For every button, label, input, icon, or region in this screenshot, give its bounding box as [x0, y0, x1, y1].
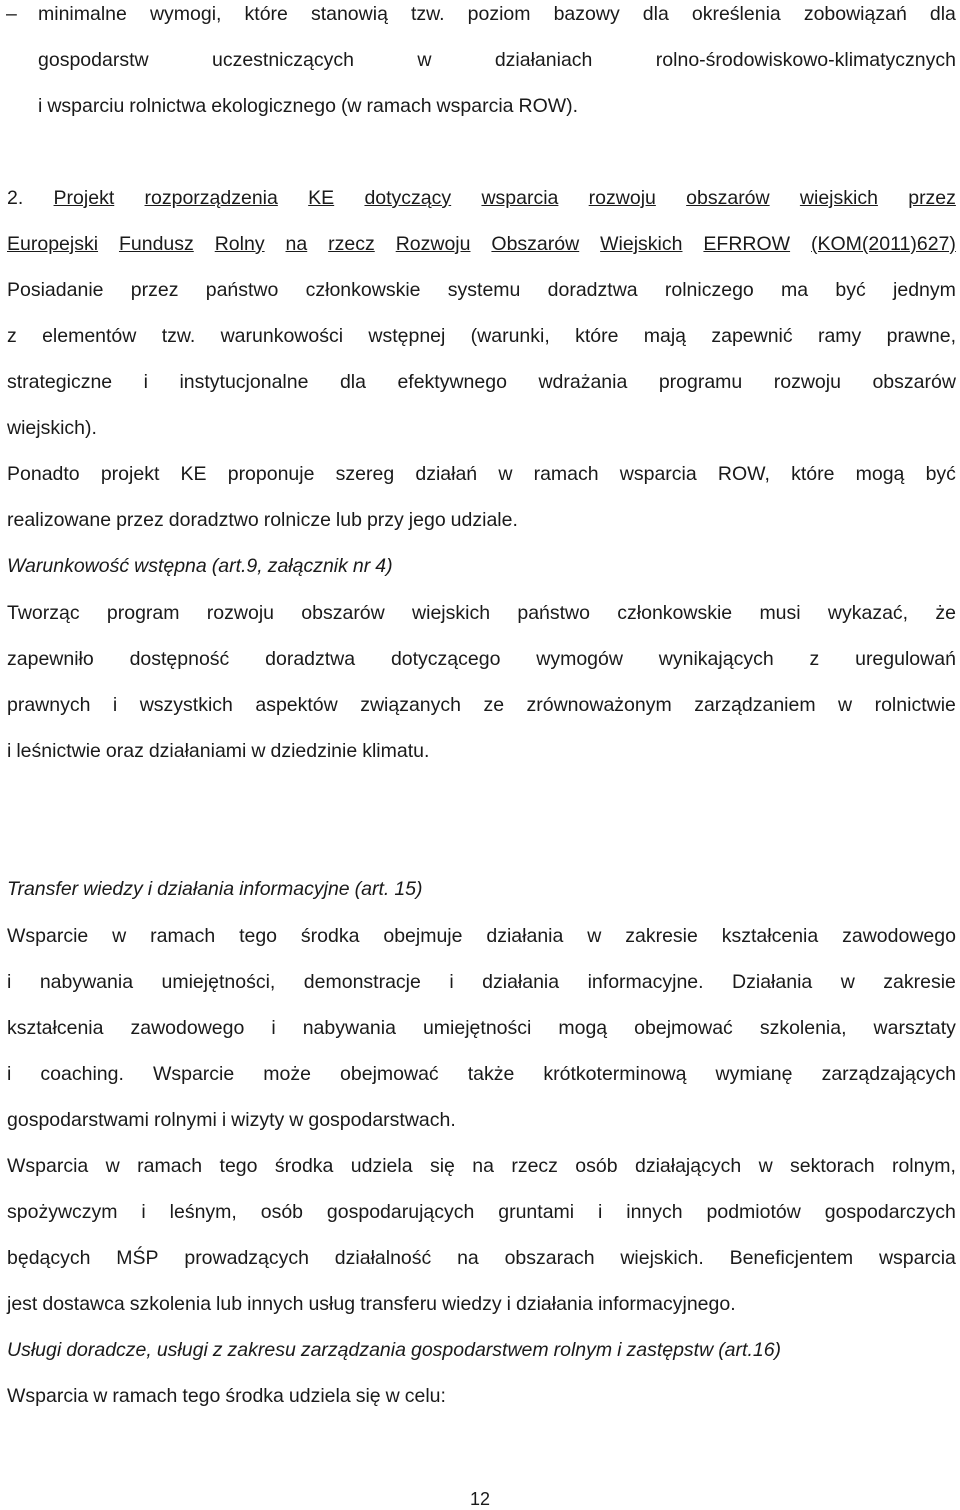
text-line: Europejski Fundusz Rolny na rzecz Rozwoju Obszarów Wiejskich EFRROW (KOM(2011)627)	[7, 233, 956, 255]
text-line: Posiadanie przez państwo członkowskie systemu doradztwa rolniczego ma być jednym	[7, 279, 956, 301]
text-line: 2. Projekt rozporządzenia KE dotyczący wsparcia rozwoju obszarów wiejskich przez	[7, 187, 956, 209]
text-line: prawnych i wszystkich aspektów związanych ze zrównoważonym zarządzaniem w rolnictwie	[7, 694, 956, 716]
text-line: i leśnictwie oraz działaniami w dziedzinie klimatu.	[7, 740, 430, 762]
text-line: będących MŚP prowadzących działalność na obszarach wiejskich. Beneficjentem wsparcia	[7, 1247, 956, 1269]
text-line: Wsparcia w ramach tego środka udziela się w celu:	[7, 1385, 446, 1407]
text-line: i coaching. Wsparcie może obejmować także krótkoterminową wymianę zarządzających	[7, 1063, 956, 1085]
text-line: strategiczne i instytucjonalne dla efektywnego wdrażania programu rozwoju obszarów	[7, 371, 956, 393]
text-line: zapewniło dostępność doradztwa dotyczącego wymogów wynikających z uregulowań	[7, 648, 956, 670]
text-line: Tworząc program rozwoju obszarów wiejskich państwo członkowskie musi wykazać, że	[7, 602, 956, 624]
page-number: 12	[469, 1489, 491, 1509]
text-line: i nabywania umiejętności, demonstracje i działania informacyjne. Działania w zakresie	[7, 971, 956, 993]
text-line: Wsparcia w ramach tego środka udziela się na rzecz osób działających w sektorach rolnym,	[7, 1155, 956, 1177]
text-line: i wsparciu rolnictwa ekologicznego (w ramach wsparcia ROW).	[38, 95, 579, 117]
text-line: Warunkowość wstępna (art.9, załącznik nr 4)	[7, 555, 393, 577]
text-line: Wsparcie w ramach tego środka obejmuje działania w zakresie kształcenia zawodowego	[7, 925, 956, 947]
text-line: kształcenia zawodowego i nabywania umiejętności mogą obejmować szkolenia, warsztaty	[7, 1017, 956, 1039]
text-line: Ponadto projekt KE proponuje szereg działań w ramach wsparcia ROW, które mogą być	[7, 463, 956, 485]
text-line: minimalne wymogi, które stanowią tzw. poziom bazowy dla określenia zobowiązań dla	[38, 3, 956, 25]
text-line: Usługi doradcze, usługi z zakresu zarządzania gospodarstwem rolnym i zastępstw (art.16)	[7, 1339, 782, 1361]
text-line: spożywczym i leśnym, osób gospodarujących gruntami i innych podmiotów gospodarczych	[7, 1201, 956, 1223]
text-line: z elementów tzw. warunkowości wstępnej (warunki, które mają zapewnić ramy prawne,	[7, 325, 956, 347]
text-line: jest dostawca szkolenia lub innych usług transferu wiedzy i działania informacyjnego.	[7, 1293, 736, 1315]
dash-glyph: –	[6, 3, 17, 25]
text-line: Transfer wiedzy i działania informacyjne (art. 15)	[7, 878, 423, 900]
text-line: gospodarstw uczestniczących w działaniach rolno-środowiskowo-klimatycznych	[38, 49, 956, 71]
text-line: wiejskich).	[7, 417, 97, 439]
text-line: gospodarstwami rolnymi i wizyty w gospodarstwach.	[7, 1109, 456, 1131]
text-line: realizowane przez doradztwo rolnicze lub przy jego udziale.	[7, 509, 518, 531]
